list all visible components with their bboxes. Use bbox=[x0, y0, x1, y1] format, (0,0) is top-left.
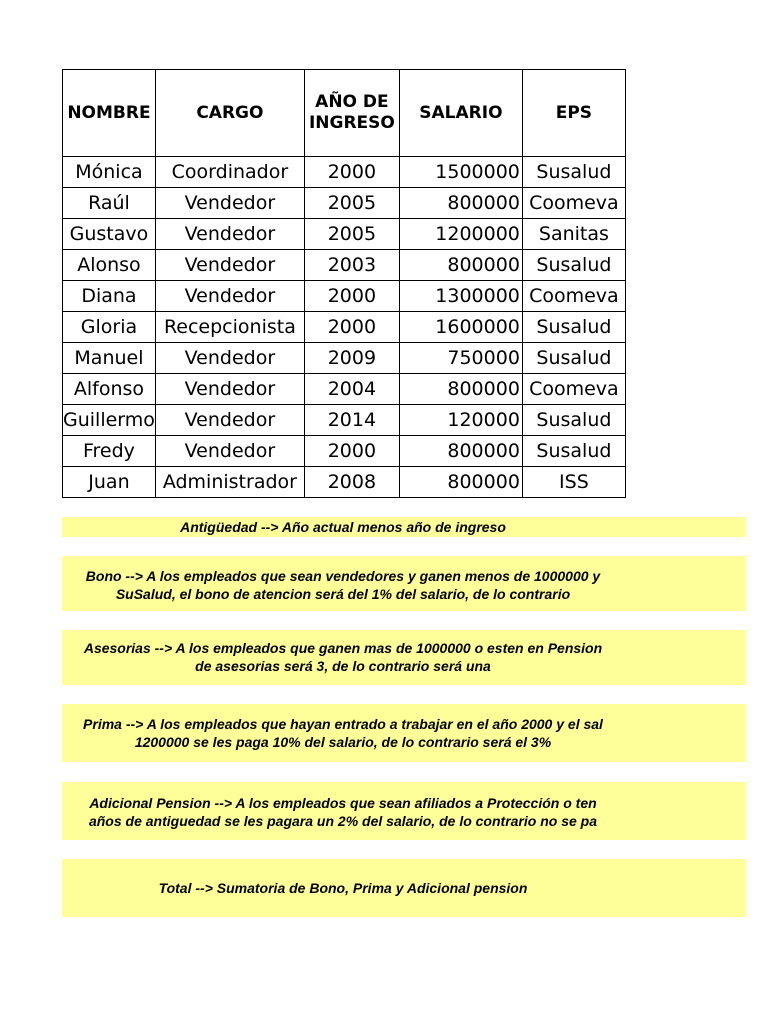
cell-ano-de-ingreso: 2000 bbox=[304, 157, 399, 188]
note-bono bbox=[62, 556, 745, 611]
cell-eps: Sanitas bbox=[522, 219, 625, 250]
cell-cargo: Administrador bbox=[155, 467, 304, 498]
note-asesorias bbox=[62, 630, 745, 685]
cell-eps: Susalud bbox=[522, 436, 625, 467]
table-row bbox=[63, 343, 626, 374]
cell-ano-de-ingreso: 2008 bbox=[304, 467, 399, 498]
cell-cargo: Recepcionista bbox=[155, 312, 304, 343]
cell-ano-de-ingreso: 2000 bbox=[304, 281, 399, 312]
note-adicional-pension bbox=[62, 782, 745, 840]
cell-ano-de-ingreso: 2000 bbox=[304, 436, 399, 467]
cell-ano-de-ingreso: 2005 bbox=[304, 188, 399, 219]
cell-ano-de-ingreso: 2009 bbox=[304, 343, 399, 374]
cell-salario: 1200000 bbox=[399, 219, 522, 250]
cell-salario: 800000 bbox=[399, 250, 522, 281]
cell-salario: 800000 bbox=[399, 374, 522, 405]
cell-cargo: Vendedor bbox=[155, 405, 304, 436]
table-row bbox=[63, 157, 626, 188]
note-line: Antigüedad --> Año actual menos año de ingreso bbox=[180, 519, 506, 535]
cell-ano-de-ingreso: 2005 bbox=[304, 219, 399, 250]
note-line: 1200000 se les paga 10% del salario, de lo contrario será el 3% bbox=[134, 734, 552, 750]
table-body bbox=[63, 157, 626, 498]
cell-salario: 1300000 bbox=[399, 281, 522, 312]
cell-salario: 1500000 bbox=[399, 157, 522, 188]
cell-salario: 800000 bbox=[399, 467, 522, 498]
cell-ano-de-ingreso: 2000 bbox=[304, 312, 399, 343]
column-header-nombre: NOMBRE bbox=[63, 70, 156, 157]
cell-nombre: Gloria bbox=[63, 312, 156, 343]
cell-nombre: Alfonso bbox=[63, 374, 156, 405]
header-row bbox=[63, 70, 626, 157]
table-row bbox=[63, 374, 626, 405]
cell-nombre: Alonso bbox=[63, 250, 156, 281]
note-line: Bono --> A los empleados que sean vendedores y ganen menos de 1000000 y bbox=[85, 568, 601, 584]
cell-eps: Susalud bbox=[522, 312, 625, 343]
cell-eps: ISS bbox=[522, 467, 625, 498]
cell-nombre: Juan bbox=[63, 467, 156, 498]
cell-eps: Coomeva bbox=[522, 281, 625, 312]
column-header-ano-de-ingreso: AÑO DE INGRESO bbox=[304, 70, 399, 157]
cell-salario: 1600000 bbox=[399, 312, 522, 343]
table-row bbox=[63, 467, 626, 498]
cell-ano-de-ingreso: 2003 bbox=[304, 250, 399, 281]
cell-salario: 800000 bbox=[399, 436, 522, 467]
cell-cargo: Vendedor bbox=[155, 250, 304, 281]
cell-nombre: Manuel bbox=[63, 343, 156, 374]
table-row bbox=[63, 281, 626, 312]
note-line: Prima --> A los empleados que hayan entrado a trabajar en el año 2000 y el sal bbox=[83, 716, 603, 732]
cell-eps: Susalud bbox=[522, 343, 625, 374]
cell-ano-de-ingreso: 2014 bbox=[304, 405, 399, 436]
table-row bbox=[63, 250, 626, 281]
note-line: Total --> Sumatoria de Bono, Prima y Adicional pension bbox=[158, 880, 528, 896]
note-line: Adicional Pension --> A los empleados que sean afiliados a Protección o ten bbox=[89, 795, 597, 811]
cell-cargo: Vendedor bbox=[155, 343, 304, 374]
cell-cargo: Vendedor bbox=[155, 436, 304, 467]
cell-cargo: Vendedor bbox=[155, 188, 304, 219]
cell-cargo: Coordinador bbox=[155, 157, 304, 188]
cell-nombre: Guillermo bbox=[63, 405, 156, 436]
table-row bbox=[63, 405, 626, 436]
cell-nombre: Diana bbox=[63, 281, 156, 312]
table-row bbox=[63, 219, 626, 250]
table-row bbox=[63, 436, 626, 467]
cell-salario: 120000 bbox=[399, 405, 522, 436]
note-line: Asesorias --> A los empleados que ganen mas de 1000000 o esten en Pension bbox=[83, 640, 603, 656]
note-prima bbox=[62, 704, 745, 762]
cell-nombre: Fredy bbox=[63, 436, 156, 467]
note-line: años de antiguedad se les pagara un 2% del salario, de lo contrario no se pa bbox=[88, 813, 598, 829]
cell-cargo: Vendedor bbox=[155, 281, 304, 312]
cell-eps: Susalud bbox=[522, 157, 625, 188]
cell-cargo: Vendedor bbox=[155, 374, 304, 405]
column-header-cargo: CARGO bbox=[155, 70, 304, 157]
cell-salario: 800000 bbox=[399, 188, 522, 219]
table-row bbox=[63, 188, 626, 219]
cell-nombre: Raúl bbox=[63, 188, 156, 219]
note-antiguedad bbox=[62, 517, 745, 537]
employee-table bbox=[62, 69, 626, 498]
cell-nombre: Gustavo bbox=[63, 219, 156, 250]
cell-eps: Coomeva bbox=[522, 374, 625, 405]
cell-ano-de-ingreso: 2004 bbox=[304, 374, 399, 405]
cell-eps: Susalud bbox=[522, 250, 625, 281]
note-total bbox=[62, 859, 745, 917]
table-row bbox=[63, 312, 626, 343]
column-header-eps: EPS bbox=[522, 70, 625, 157]
cell-nombre: Mónica bbox=[63, 157, 156, 188]
column-header-salario: SALARIO bbox=[399, 70, 522, 157]
cell-eps: Coomeva bbox=[522, 188, 625, 219]
note-line: de asesorias será 3, de lo contrario será una bbox=[195, 658, 491, 674]
cell-eps: Susalud bbox=[522, 405, 625, 436]
note-line: SuSalud, el bono de atencion será del 1% del salario, de lo contrario bbox=[115, 586, 571, 602]
cell-cargo: Vendedor bbox=[155, 219, 304, 250]
cell-salario: 750000 bbox=[399, 343, 522, 374]
